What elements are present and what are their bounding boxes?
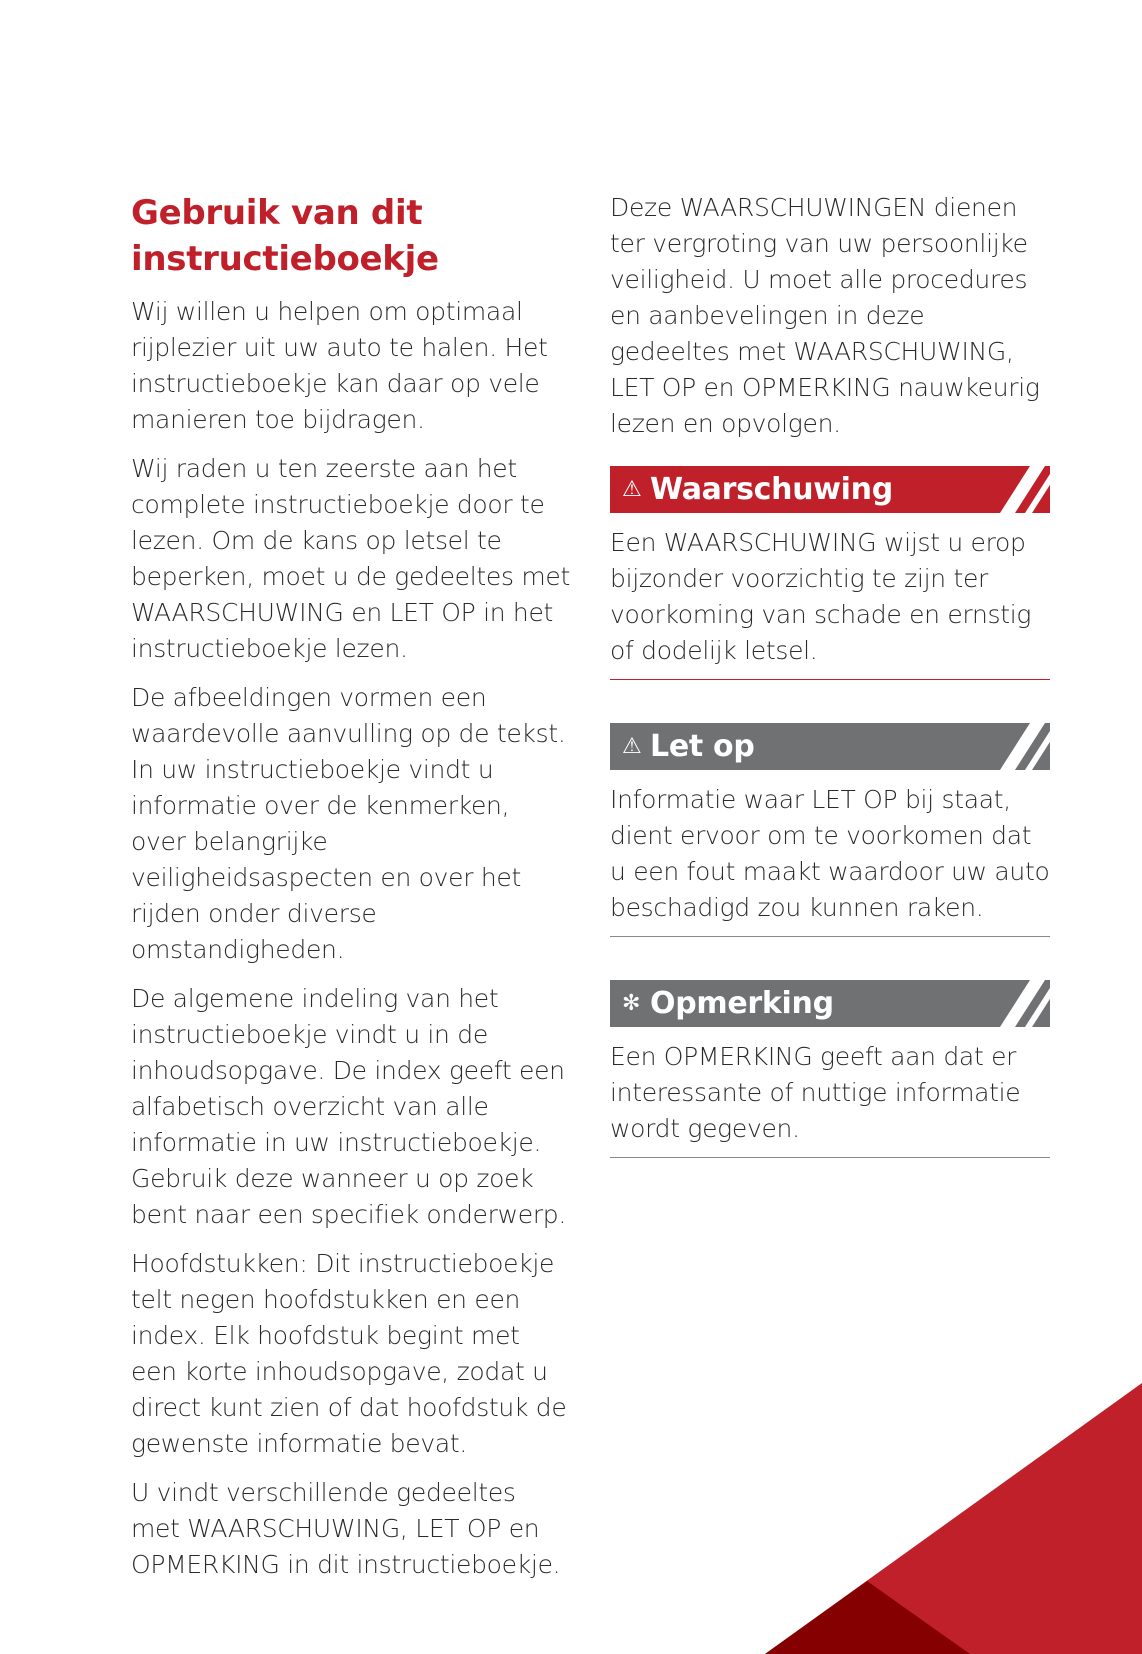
warning-triangle-icon: ⚠ [622, 734, 642, 759]
corner-red-triangle [765, 1383, 1142, 1654]
note-text: Een OPMERKING geeft aan dat er interessante of nuttige informatie wordt gegeven. [610, 1042, 1021, 1143]
intro-paragraph: Deze WAARSCHUWINGEN dienen ter vergroting van uw persoonlijke veiligheid. U moet alle procedures en aanbevelingen in deze gedeeltes met WAARSCHUWING, LET OP en OPMERKING nauwkeurig lezen en opvolgen. [610, 193, 1040, 438]
paragraph: U vindt verschillende gedeeltes met WAARSCHUWING, LET OP en OPMERKING in dit instructieboekje. [131, 1478, 561, 1579]
asterisk-icon: ✻ [622, 991, 641, 1016]
warning-text: Een WAARSCHUWING wijst u erop bijzonder voorzichtig te zijn ter voorkoming van schade en ernstig of dodelijk letsel. [610, 528, 1032, 665]
paragraph: De afbeeldingen vormen een waardevolle aanvulling op de tekst. In uw instructieboekje vindt u informatie over de kenmerken, over belangrijke veiligheidsaspecten en over het rijden onder diverse omstandigheden. [131, 683, 566, 964]
paragraph: Wij raden u ten zeerste aan het complete instructieboekje door te lezen. Om de kans op letsel te beperken, moet u de gedeeltes met WAARSCHUWING en LET OP in het instructieboekje lezen. [131, 454, 571, 663]
warning-label: Waarschuwing [650, 472, 893, 507]
paragraph: De algemene indeling van het instructieboekje vindt u in de inhoudsopgave. De index geeft een alfabetisch overzicht van alle informatie in uw instructieboekje. Gebruik deze wanneer u op zoek bent naar een specifiek onderwerp. [131, 984, 567, 1229]
warning-triangle-icon: ⚠ [622, 477, 642, 502]
page-title: Gebruik van dit instructieboekje [131, 193, 439, 279]
caution-text: Informatie waar LET OP bij staat, dient ervoor om te voorkomen dat u een fout maakt waardoor uw auto beschadigd zou kunnen raken. [610, 785, 1050, 922]
caution-label: Let op [650, 729, 755, 764]
paragraph: Hoofdstukken: Dit instructieboekje telt negen hoofdstukken en een index. Elk hoofdstuk begint met een korte inhoudsopgave, zodat u direct kunt zien of dat hoofdstuk de gewenste informatie bevat. [131, 1249, 567, 1458]
paragraph: Wij willen u helpen om optimaal rijplezier uit uw auto te halen. Het instructieboekje kan daar op vele manieren toe bijdragen. [131, 297, 548, 434]
note-label: Opmerking [650, 986, 834, 1021]
